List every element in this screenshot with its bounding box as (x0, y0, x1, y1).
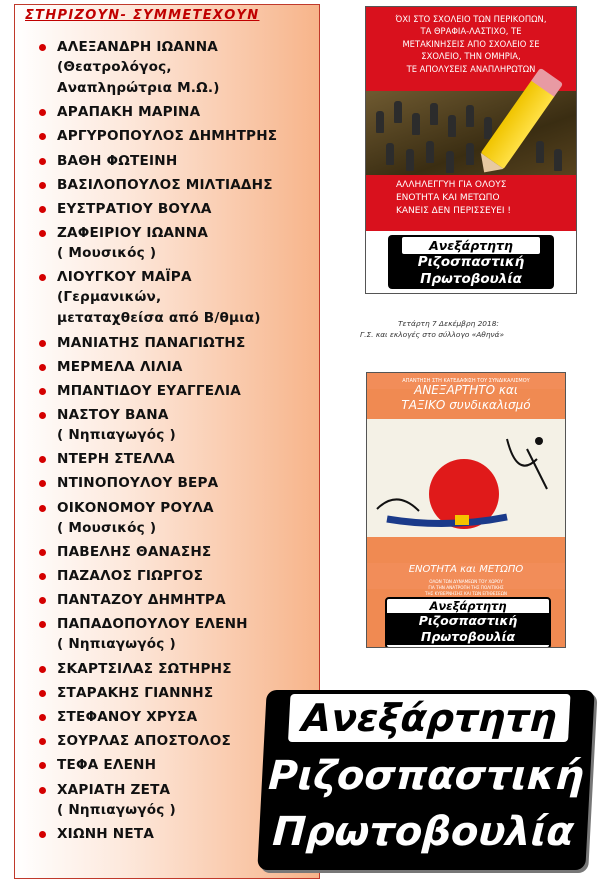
poster2-small-line: ΓΙΑ ΤΗΝ ΑΝΑΤΡΟΠΗ ΤΗΣ ΠΟΛΙΤΙΚΗΣ (428, 585, 504, 590)
person-name: ΝΑΣΤΟΥ ΒΑΝΑ (57, 407, 169, 424)
person-name: ΠΑΠΑΔΟΠΟΥΛΟΥ ΕΛΕΝΗ (57, 616, 248, 633)
person-name: ΤΕΦΑ ΕΛΕΝΗ (57, 757, 157, 774)
bullet-icon (39, 206, 46, 213)
person-name: ΣΤΑΡΑΚΗΣ ΓΙΑΝΝΗΣ (57, 684, 214, 701)
person-name: ΣΤΕΦΑΝΟΥ ΧΡΥΣΑ (57, 708, 198, 725)
person-name: ΝΤΙΝΟΠΟΥΛΟΥ ΒΕΡΑ (57, 475, 219, 492)
person-note: μεταταχθείσα από Β/θμια) (57, 310, 261, 327)
list-item (37, 405, 317, 446)
person-name: ΟΙΚΟΝΟΜΟΥ ΡΟΥΛΑ (57, 499, 214, 516)
bullet-icon (39, 456, 46, 463)
bullet-icon (39, 182, 46, 189)
big-logo-line: Ριζοσπαστική (267, 753, 586, 799)
poster2-small-line: ΟΛΩΝ ΤΩΝ ΔΥΝΑΜΕΩΝ ΤΟΥ ΧΩΡΟΥ (429, 579, 503, 584)
poster1-slogan-line: ΣΧΟΛΕΙΟ, ΤΗΝ ΟΜΗΡΙΑ, (421, 51, 521, 62)
bullet-icon (39, 364, 46, 371)
list-heading: ΣΤΗΡΙΖΟΥΝ- ΣΥΜΜΕΤΕΧΟΥΝ (25, 8, 260, 23)
list-item (37, 566, 317, 587)
bullet-icon (39, 505, 46, 512)
poster1-slogan-line: ΤΕ ΑΠΟΛΥΣΕΙΣ ΑΝΑΠΛΗΡΩΤΩΝ (406, 63, 536, 74)
list-item (37, 175, 317, 196)
bullet-icon (39, 762, 46, 769)
person-note: (Θεατρολόγος, (57, 59, 172, 75)
person-note: ( Νηπιαγωγός ) (57, 427, 176, 444)
person-name: ΧΙΩΝΗ ΝΕΤΑ (57, 825, 155, 842)
list-item (37, 102, 317, 123)
list-item (37, 473, 317, 494)
bullet-icon (39, 412, 46, 419)
event-caption (360, 318, 580, 340)
person-name: ΒΑΘΗ ΦΩΤΕΙΝΗ (57, 152, 178, 169)
person-name: ΖΑΦΕΙΡΙΟΥ ΙΩΑΝΝΑ (57, 225, 209, 242)
person-name: ΣΟΥΡΛΑΣ ΑΠΟΣΤΟΛΟΣ (57, 733, 232, 750)
poster2-artwork-sun-icon (367, 419, 565, 537)
person-name: ΕΥΣΤΡΑΤΙΟΥ ΒΟΥΛΑ (57, 200, 212, 217)
poster1-slogan-line: ΌΧΙ ΣΤΟ ΣΧΟΛΕΙΟ ΤΩΝ ΠΕΡΙΚΟΠΩΝ, (395, 14, 547, 24)
list-item (37, 449, 317, 470)
bullet-icon (39, 109, 46, 116)
list-item (37, 151, 317, 172)
list-item (37, 614, 317, 655)
poster2-org-logo (385, 597, 551, 648)
bullet-icon (39, 388, 46, 395)
person-name: ΑΛΕΞΑΝΔΡΗ ΙΩΑΝΝΑ (57, 39, 219, 55)
person-name: ΜΠΑΝΤΙΔΟΥ ΕΥΑΓΓΕΛΙΑ (57, 382, 241, 399)
poster2-title-line: ΑΝΕΞΑΡΤΗΤΟ και (414, 383, 518, 397)
bullet-icon (39, 690, 46, 697)
person-name: ΑΡΑΠΑΚΗ ΜΑΡΙΝΑ (57, 104, 201, 121)
list-item (37, 357, 317, 378)
person-note: ( Νηπιαγωγός ) (57, 636, 176, 653)
person-note: (Γερμανικών, (57, 289, 162, 306)
poster2-org-line: Ριζοσπαστική (387, 613, 549, 629)
bullet-icon (39, 230, 46, 237)
person-note: ( Νηπιαγωγός ) (57, 801, 176, 818)
big-org-logo (257, 690, 594, 870)
poster2-small-text (373, 579, 559, 597)
person-note: ( Μουσικός ) (57, 245, 157, 262)
list-item (37, 659, 317, 680)
bullet-icon (39, 549, 46, 556)
poster1-org-logo (388, 235, 554, 289)
poster1-slogan-line: ΤΑ ΘΡΑΦΙΑ-ΛΑΣΤΙΧΟ, ΤΕ (420, 26, 522, 37)
bullet-icon (39, 738, 46, 745)
poster-union (366, 372, 566, 648)
person-name: ΒΑΣΙΛΟΠΟΥΛΟΣ ΜΙΛΤΙΑΔΗΣ (57, 176, 273, 193)
person-name: ΝΤΕΡΗ ΣΤΕΛΛΑ (57, 451, 175, 468)
bullet-icon (39, 158, 46, 165)
list-item (37, 267, 317, 329)
bullet-icon (39, 831, 46, 838)
poster1-org-line: Πρωτοβουλία (420, 271, 522, 287)
poster2-org-line: Πρωτοβουλία (387, 629, 549, 645)
bullet-icon (39, 666, 46, 673)
bullet-icon (39, 787, 46, 794)
poster1-org-line: Ριζοσπαστική (417, 254, 525, 270)
list-item (37, 199, 317, 220)
person-name: ΧΑΡΙΑΤΗ ΖΕΤΑ (57, 781, 171, 798)
bullet-icon (39, 597, 46, 604)
poster1-logo-area (366, 231, 576, 293)
caption-line: Τετάρτη 7 Δεκέμβρη 2018: (398, 319, 499, 328)
list-item (37, 223, 317, 264)
poster1-slogan-line: ΜΕΤΑΚΙΝΗΣΕΙΣ ΑΠΟ ΣΧΟΛΕΙΟ ΣΕ (402, 38, 540, 49)
list-item (37, 126, 317, 147)
bullet-icon (39, 714, 46, 721)
poster1-slogan2-line: ΑΛΛΗΛΕΓΓΥΗ ΓΙΑ ΟΛΟΥΣ (396, 180, 507, 190)
person-note: ( Μουσικός ) (57, 519, 157, 536)
person-name: ΠΑΝΤΑΖΟΥ ΔΗΜΗΤΡΑ (57, 592, 226, 609)
person-name: ΣΚΑΡΤΣΙΛΑΣ ΣΩΤΗΡΗΣ (57, 660, 232, 677)
poster1-slogan2 (396, 179, 566, 218)
list-item (37, 590, 317, 611)
bullet-icon (39, 340, 46, 347)
poster2-small-line: ΤΗΣ ΚΥΒΕΡΝΗΣΗΣ ΚΑΙ ΤΩΝ ΕΠΙΘΕΣΕΩΝ (424, 591, 508, 596)
bullet-icon (39, 274, 46, 281)
poster1-slogan2-line: ΕΝΟΤΗΤΑ ΚΑΙ ΜΕΤΩΠΟ (396, 193, 500, 203)
big-logo-line: Πρωτοβουλία (271, 809, 576, 855)
poster2-top-text: ΑΠΑΝΤΗΣΗ ΣΤΗ ΚΑΤΕΔΑΦΙΣΗ ΤΟΥ ΣΥΝΔΙΚΑΛΙΣΜΟΥ (367, 373, 565, 389)
poster2-title (367, 383, 565, 413)
big-logo-line: Ανεξάρτητη (288, 694, 571, 742)
poster1-slogan (374, 13, 568, 75)
person-name: ΠΑΖΑΛΟΣ ΓΙΩΡΓΟΣ (57, 568, 204, 584)
caption-line: Γ.Σ. και εκλογές στο σύλλογο «Αθηνά» (360, 330, 505, 339)
person-name: ΜΑΝΙΑΤΗΣ ΠΑΝΑΓΙΩΤΗΣ (57, 334, 246, 351)
bullet-icon (39, 621, 46, 628)
bullet-icon (39, 573, 46, 580)
poster2-mid-text: ΕΝΟΤΗΤΑ και ΜΕΤΩΠΟ (367, 563, 565, 589)
bullet-icon (39, 480, 46, 487)
list-item (37, 542, 317, 563)
person-name: ΛΙΟΥΓΚΟΥ ΜΑΪΡΑ (57, 269, 192, 286)
person-note: Αναπληρώτρια Μ.Ω.) (57, 80, 220, 96)
person-name: ΠΑΒΕΛΗΣ ΘΑΝΑΣΗΣ (57, 543, 212, 560)
poster2-title-line: ΤΑΞΙΚΟ συνδικαλισμό (401, 398, 531, 412)
person-name: ΜΕΡΜΕΛΑ ΛΙΛΙΑ (57, 358, 183, 375)
list-item (37, 333, 317, 354)
poster1-org-line: Ανεξάρτητη (402, 237, 540, 254)
poster1-slogan2-line: ΚΑΝΕΙΣ ΔΕΝ ΠΕΡΙΣΣΕΥΕΙ ! (396, 206, 512, 216)
bullet-icon (39, 44, 46, 51)
person-name: ΑΡΓΥΡΟΠΟΥΛΟΣ ΔΗΜΗΤΡΗΣ (57, 128, 278, 145)
list-item (37, 498, 317, 539)
poster-school-cuts (365, 6, 577, 294)
list-item (37, 381, 317, 402)
list-item (37, 37, 317, 99)
bullet-icon (39, 133, 46, 140)
poster2-org-line: Ανεξάρτητη (429, 599, 507, 613)
